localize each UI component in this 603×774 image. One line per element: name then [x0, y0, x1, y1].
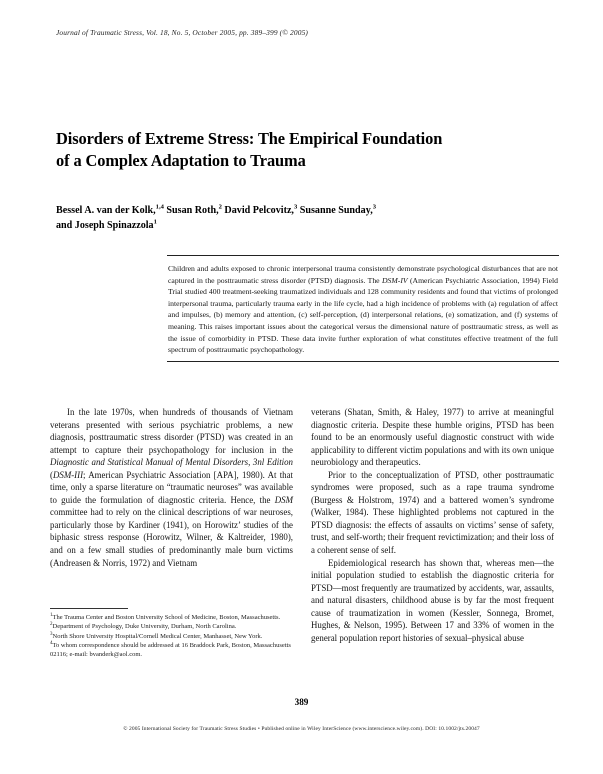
paragraph: veterans (Shatan, Smith, & Haley, 1977) to arrive at meaningful diagnostic criteria. Despite these humble origins, PTSD has been found to be an enormously useful diagnostic construct with wide applicability to different victim populations and with its own unique neurobiology and therapeutics. [311, 407, 554, 468]
body-column-right [311, 406, 554, 644]
affiliation-marker: 1,4 [155, 203, 164, 211]
abstract-block [167, 255, 559, 362]
page-number: 389 [294, 697, 309, 707]
footnote-marker: 2 [50, 622, 53, 628]
running-head: Journal of Traumatic Stress, Vol. 18, No. 5, October 2005, pp. 389–399 (© 2005) [56, 28, 309, 37]
footnote-list [50, 614, 293, 660]
affiliation-marker: 1 [153, 218, 157, 226]
copyright-footer: © 2005 International Society for Traumatic Stress Studies • Published online in Wiley InterScience (www.interscience.wiley.com). DOI: 10.1002/jts.20047 [123, 726, 480, 732]
footnote-marker: 3 [50, 631, 53, 637]
page-title [56, 128, 556, 172]
footnote-item: $^2$Department of Psychology, Duke University, Durham, North Carolina. [50, 622, 237, 631]
body-column-left [50, 406, 293, 569]
italic-term: DSM-IV [381, 275, 408, 285]
title-line-2: of a Complex Adaptation to Trauma [56, 151, 306, 170]
italic-term: Diagnostic and Statistical Manual of Mental Disorders, 3nl Edition [50, 457, 293, 468]
author-line-1: Bessel A. van der Kolk,$^{1,4}$ Susan Roth,$^2$ David Pelcovitz,$^3$ Susanne Sunday,$^3$ [56, 203, 377, 216]
italic-term: DSM-III [52, 469, 84, 480]
title-line-1: Disorders of Extreme Stress: The Empirical Foundation [56, 129, 443, 148]
author-list [56, 203, 561, 233]
footnote-item: $^4$To whom correspondence should be addressed at 16 Braddock Park, Boston, Massachusetts 02116; e-mail: bvanderk@aol.com. [50, 641, 291, 659]
abstract-rule-bottom [167, 361, 559, 362]
footnote-marker: 1 [50, 612, 53, 618]
paragraph: Prior to the conceptualization of PTSD, other posttraumatic syndromes were proposed, such as a rape trauma syndrome (Burgess & Holstrom, 1974) and a battered women’s syndrome (Walker, 1984). These highlighted problems not captured in the PTSD diagnosis: the effects of assaults on victims’ sense of safety, trust, and self-worth; their frequent revictimization; and their loss of a coherent sense of self. [311, 469, 554, 556]
paragraph: In the late 1970s, when hundreds of thousands of Vietnam veterans presented with serious psychiatric problems, a new diagnosis, posttraumatic stress disorder (PTSD) was created in an attempt to capture their psychopathology for inclusion in the Diagnostic and Statistical Manual of Mental Disorders, 3nl Edition (DSM-III; American Psychiatric Association [APA], 1980). At that time, only a sparse literature on “traumatic neuroses” was available to guide the formulation of diagnostic criteria. Hence, the DSM committee had to rely on the clinical descriptions of war neuroses, particularly those by Kardiner (1941), on Horowitz’ studies of the biphasic stress response (Horowitz, Wilner, & Kaltreider, 1980), and on a few small studies of predominantly male burn victims (Andreasen & Norris, 1972) and Vietnam [50, 407, 293, 568]
affiliation-marker: 3 [293, 203, 298, 211]
footnote-rule [50, 608, 128, 609]
footnote-marker: 4 [50, 641, 53, 647]
paragraph: Epidemiological research has shown that, whereas men—the initial population studied to establish the diagnostic criteria for PTSD—most frequently are traumatized by accidents, war, assaults, and natural disasters, childhood abuse is by far the most frequent cause of traumatization in women (Kessler, Sonnega, Bromet, Hughes, & Nelson, 1995). Between 17 and 33% of women in the general population report histories of sexual–physical abuse [311, 557, 554, 643]
italic-term: DSM [274, 494, 293, 505]
footnote-block [50, 608, 293, 661]
footnote-item: $^1$The Trauma Center and Boston University School of Medicine, Boston, Massachusetts. [50, 612, 281, 621]
author-line-2: and Joseph Spinazzola$^1$ [56, 218, 157, 231]
abstract-text: Children and adults exposed to chronic interpersonal trauma consistently demonstrate psychological disturbances that are not captured in the posttraumatic stress disorder (PTSD) diagnosis. The DSM-IV (American Psychiatric Association, 1994) Field Trial studied 400 treatment-seeking traumatized individuals and 128 community residents and found that victims of prolonged interpersonal trauma, particularly trauma early in the life cycle, had a high incidence of problems with (a) regulation of affect and impulses, (b) memory and attention, (c) self-perception, (d) interpersonal relations, (e) somatization, and (f) systems of meaning. This raises important issues about the categorical versus the dimensional nature of posttraumatic stress, as well as the issue of comorbidity in PTSD. These data invite further exploration of what constitutes effective treatment of the full spectrum of posttraumatic psychopathology. [168, 264, 558, 355]
affiliation-marker: 3 [372, 203, 377, 211]
footnote-item: $^3$North Shore University Hospital/Cornell Medical Center, Manhasset, New York. [50, 631, 263, 640]
affiliation-marker: 2 [218, 203, 222, 211]
